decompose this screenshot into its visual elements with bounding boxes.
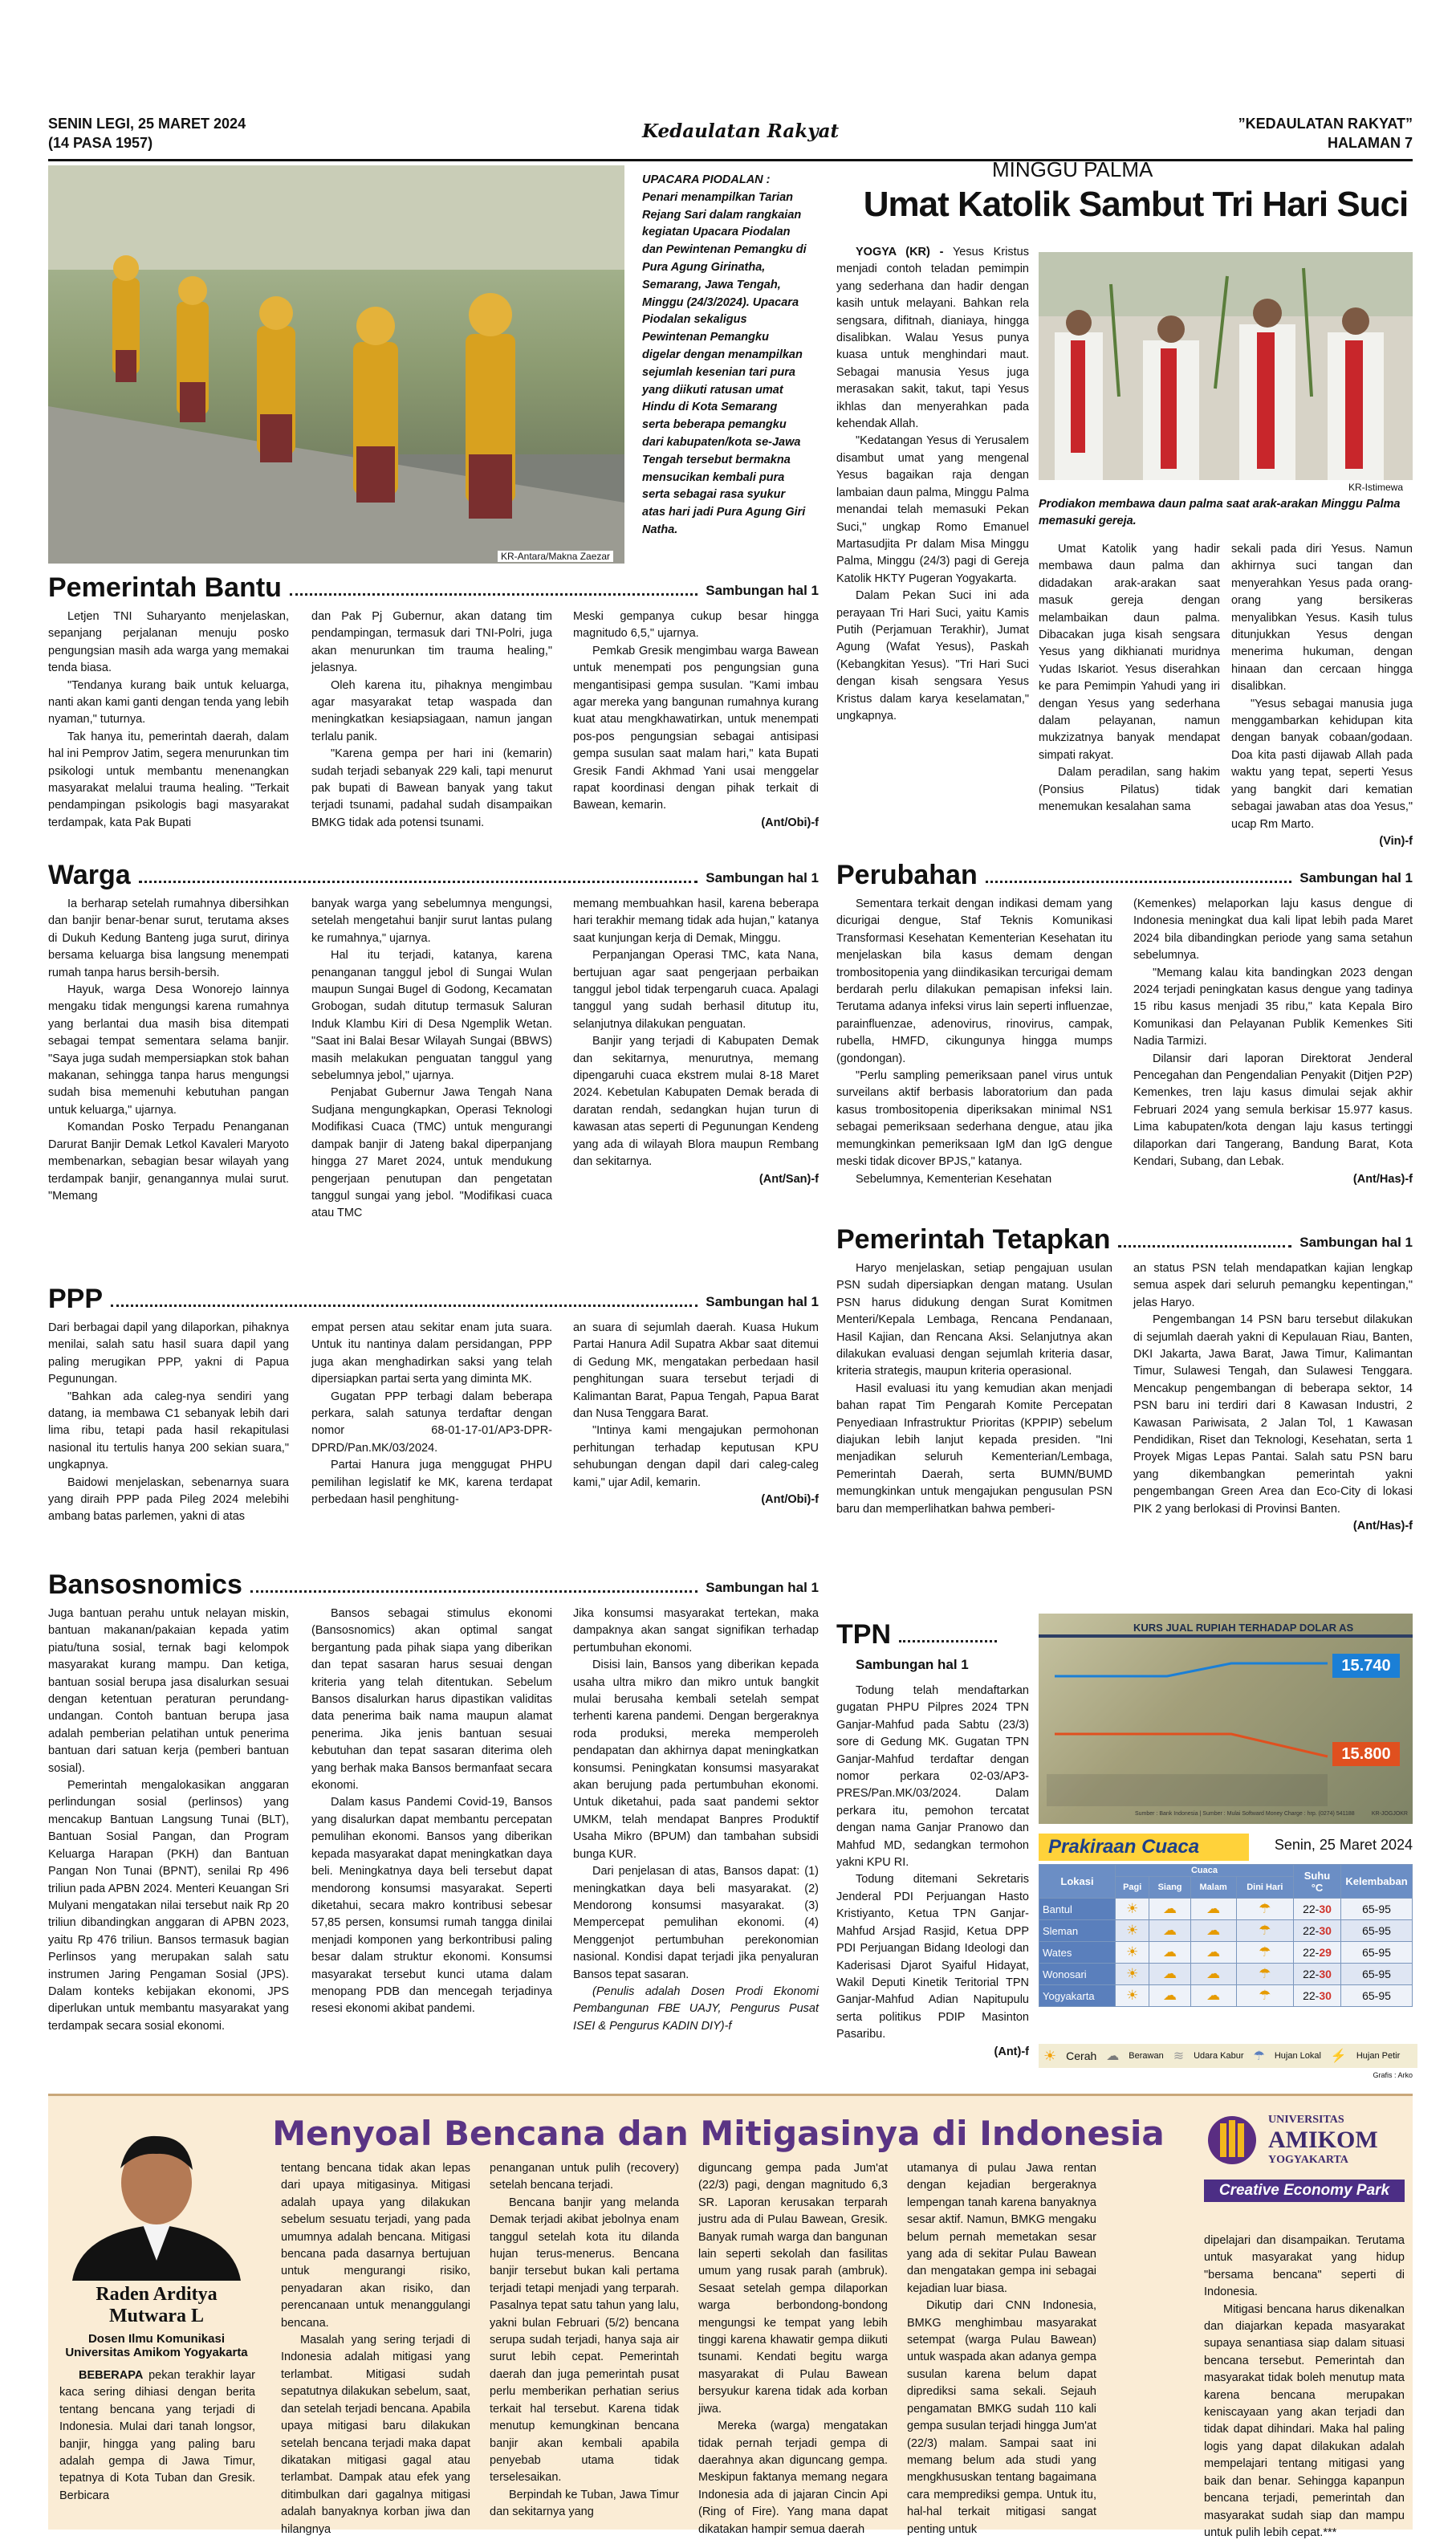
opini-col-5 — [1204, 2233, 1405, 2539]
ppp-paragraph: Baidowi menjelaskan, sebenarnya suara yang diraih PPP pada Pileg 2024 melebihi ambang batas parlemen, yakni di atas — [48, 1475, 289, 1524]
warga-paragraph: Banjir yang terjadi di Kabupaten Demak dan sekitarnya, menurutnya, memang dipengaruhi cuaca ekstrem mulai 8-18 Maret 2024. Kebetulan Kabupaten Demak berada di daratan rendah, sedangkan hujan turun di kawasan atas seperti di Pegunungan Kendeng yang ada di wilayah Blora maupun Rembang dan sekitarnya. — [573, 1035, 819, 1169]
cuaca-row — [1039, 1964, 1413, 1985]
cuaca-kelembaban: 65-95 — [1341, 1942, 1413, 1964]
author-role-1: Dosen Ilmu Komunikasi — [87, 2332, 226, 2346]
warga-paragraph: Hal itu terjadi, katanya, karena penanganan tanggul jebol di Sungai Wulan maupun Sungai Bugel di Godong, Kecamatan Grobogan, sudah ditutup termasuk Saluran Induk Klambu Kiri di Desa Ngemplik Wetan. "Saat ini Balai Besar Wilayah Sungai (BBWS) masih melakukan penguatan tanggul yang sebelumnya jebol," ujarnya. — [311, 949, 552, 1083]
cuaca-table-wrap — [1039, 1864, 1413, 2007]
bansos-continuation: Sambungan hal 1 — [706, 1580, 819, 1595]
perubahan-paragraph: Dilansir dari laporan Direktorat Jenderal Pencegahan dan Pengendalian Penyakit (Ditjen P2P) Kemenkes, tren laju kasus dimulai sejak akhir Februari 2024 yang semula berkisar 15.977 kasus. Lima kabupaten/kota dengan laju kasus tertinggi dilaporkan dari Tangerang, Bandung Barat, Kota Kendari, Subang, dan Lebak. — [1133, 1052, 1413, 1169]
ppp-paragraph: empat persen atau sekitar enam juta suara. Untuk itu nantinya dalam persidangan, PPP juga akan menghadirkan saksi yang telah dipersiapkan partai serta yang diminta MK. — [311, 1321, 552, 1386]
bansos-paragraph: Jika konsumsi masyarakat tertekan, maka dampaknya akan sangat signifikan terhadap pertumbuhan ekonomi. — [573, 1607, 819, 1655]
tpn-title: TPN — [836, 1619, 891, 1650]
kurs-title: KURS JUAL RUPIAH TERHADAP DOLAR AS — [1133, 1622, 1354, 1634]
perubahan-paragraph: "Memang kalau kita bandingkan 2023 dengan 2024 terjadi peningkatan kasus dengue yang tadinya 15 ribu kasus menjadi 35 ribu," kata Kepala Biro Komunikasi dan Pelayanan Publik Kemenkes Siti Nadia Tarmizi. — [1133, 966, 1413, 1048]
tetapkan-continuation: Sambungan hal 1 — [1299, 1235, 1413, 1250]
ppp-col-2 — [311, 1320, 552, 1561]
bantu-paragraph: Meski gempanya cukup besar hingga magnitudo 6,5," ujarnya. — [573, 610, 819, 641]
author-namecard — [56, 2284, 257, 2359]
perubahan-paragraph: "Perlu sampling pemeriksaan panel virus untuk surveilans aktif berbasis laboratorium dan pada kasus trombositopenia diperiksakan minimal NS1 sebagai pemeriksaan sederhana dengue, atau jika memungkinkan pemeriksaan IgM dan IgG dengue meski tidak dicover BPJS," katanya. — [836, 1069, 1112, 1169]
tpn-paragraph: Todung ditemani Sekretaris Jenderal PDI Perjuangan Hasto Kristiyanto, Ketua TPN Ganjar-Mahfud Arsjad Rasjid, Ketua DPP PDI Perjuangan Bidang Ideologi dan Kaderisasi Djarot Syaiful Hidayat, Wakil Deputi Kinetik Teritorial TPN Ganjar-Mahfud Adian Napitupulu serta politikus PDIP Masinton Pasaribu. — [836, 1873, 1029, 2041]
cuaca-location: Bantul — [1039, 1899, 1116, 1920]
bantu-paragraph: "Karena gempa per hari ini (kemarin) sudah terjadi sebanyak 229 kali, tapi menurut pak bupati di Bawean banyak yang takut terjadi tsunami, padahal sudah disampaikan BMKG tidak ada potensi tsunami. — [311, 747, 552, 829]
amikom-line-1: UNIVERSITAS — [1268, 2114, 1344, 2126]
opini-paragraph: diguncang gempa pada Jum'at (22/3) pagi, dengan magnitudo 6,3 SR. Laporan kerusakan terparah justru ada di Pulau Bawean, Gresik. Banyak rumah warga dan bangunan lain seperti sekolah dan fasilitas umum yang rusak parah (ambruk). Sesaat setelah gempa dilaporkan warga berbondong-bondong mengungsi ke tempat yang lebih tinggi karena khawatir gempa diikuti tsunami. Kendati begitu warga masyarakat di Pulau Bawean bersyukur karena tidak ada korban jiwa. — [698, 2162, 888, 2416]
cuaca-suhu: 22-30 — [1294, 1920, 1341, 1942]
ppp-continuation: Sambungan hal 1 — [706, 1294, 819, 1309]
tetapkan-paragraph: an status PSN telah mendapatkan kajian lengkap semua aspek dari seluruh pemangku kepentingan," jelas Haryo. — [1133, 1262, 1413, 1309]
palma-paragraph: Umat Katolik yang hadir membawa daun palma dan didadakan arak-arakan saat masuk gereja dengan melambaikan daun palma. Dibacakan juga kisah sengsara Yesus yang dikhianati muridnya Yudas Iskariot. Yesus diserahkan ke para Pemimpin Yahudi yang iri dengan Yesus yang sederhana dalam pelayanan, namun mukzizatnya banyak mendapat simpati rakyat. — [1039, 543, 1220, 762]
warga-paragraph: memang membuahkan hasil, karena beberapa hari terakhir memang tidak ada hujan," katanya saat kunjungan kerja di Demak, Minggu. — [573, 897, 819, 945]
piodalan-caption-title: UPACARA PIODALAN : — [642, 173, 771, 186]
tetapkan-col-1 — [836, 1260, 1112, 1614]
weather-icon: ☁ — [1149, 1899, 1190, 1920]
warga-paragraph: Ia berharap setelah rumahnya dibersihkan dan banjir benar-benar surut, terutama akses di Dukuh Kedung Banteng juga surut, dirinya bersama keluarga bisa langsung menempati rumah tanpa harus bersih-bersih. — [48, 897, 289, 979]
legend-hujan-petir: Hujan Petir — [1356, 2051, 1401, 2061]
cuaca-row — [1039, 1942, 1413, 1964]
perubahan-continuation: Sambungan hal 1 — [1299, 870, 1413, 885]
page-number: HALAMAN 7 — [1328, 135, 1413, 151]
weather-icon: ☀ — [1116, 1964, 1149, 1985]
opini-lead — [59, 2367, 255, 2525]
weather-icon: ☂ — [1236, 1985, 1293, 2007]
amikom-tagline: Creative Economy Park — [1204, 2180, 1405, 2202]
tetapkan-header — [836, 1223, 1413, 1256]
opini-lead-paragraph: BEBERAPA pekan terakhir layar kaca sering dihiasi dengan berita tentang bencana yang terjadi di Indonesia. Mulai dari tanah longsor, banjir, hingga yang paling baru adalah gempa di Jawa Timur, tepatnya di Kota Tuban dan Gresik. Berbicara — [59, 2369, 256, 2502]
kurs-low-label: 15.800 — [1332, 1742, 1400, 1766]
cuaca-head-cuaca: Cuaca — [1116, 1865, 1294, 1877]
opini-paragraph: Masalah yang sering terjadi di Indonesia adalah mitigasi yang terlambat. Mitigasi sudah sepatutnya dilakukan sebelum, saat, dan setelah terjadi bencana. Apabila upaya mitigasi baru dilakukan setelah bencana terjadi maka dapat dikatakan mitigasi gagal atau terlambat. Dampak atau efek yang ditimbulkan dari gagalnya mitigasi adalah banyaknya korban jiwa dan hilangnya — [281, 2334, 470, 2536]
berawan-icon: ☁ — [1106, 2049, 1120, 2063]
ppp-paragraph: Gugatan PPP terbagi dalam beberapa perkara, salah satunya terdaftar dengan nomor 68-01-17-01/AP3-DPR-DPRD/Pan.MK/03/2024. — [311, 1390, 552, 1455]
weather-icon: ☁ — [1190, 1920, 1236, 1942]
weather-icon: ☀ — [1116, 1920, 1149, 1942]
cerah-icon: ☀ — [1043, 2047, 1057, 2064]
opini-col-2 — [490, 2160, 679, 2526]
warga-continuation: Sambungan hal 1 — [706, 870, 819, 885]
palma-paragraph: sekali pada diri Yesus. Namun akhirnya suci tangan dan menyerahkan Yesus pada orang-orang yang bersikeras menyalibkan Yesus. Kasih tulus ditunjukkan Yesus dengan menerima hukuman, dengan hinaan dan cercaan hingga disalibkan. — [1231, 543, 1413, 694]
bantu-header — [48, 572, 819, 604]
weather-icon: ☁ — [1149, 1985, 1190, 2007]
weather-icon: ☂ — [1236, 1899, 1293, 1920]
bantu-paragraph: Tak hanya itu, pemerintah daerah, dalam hal ini Pemprov Jatim, segera menurunkan tim psikologi untuk membantu menenangkan masyarakat melalui trauma healing. "Terkait pendampingan psikologis bagi masyarakat terdampak, kata Pak Bupati — [48, 730, 289, 829]
masthead — [48, 112, 1413, 157]
weather-icon: ☁ — [1190, 1942, 1236, 1964]
bansos-col-3 — [573, 1606, 819, 2033]
kurs-line-upper — [1055, 1663, 1328, 1676]
cuaca-suhu: 22-30 — [1294, 1985, 1341, 2007]
cuaca-kelembaban: 65-95 — [1341, 1899, 1413, 1920]
warga-col-3 — [573, 896, 819, 1273]
issue-pasa: (14 PASA 1957) — [48, 135, 153, 151]
bansos-paragraph: Juga bantuan perahu untuk nelayan miskin, bantuan makanan/pakaian kepada yatim piatu/tuna sosial, ternak bagi kelompok masyarakat kurang mampu. Dan ketiga, bantuan sosial berupa jasa disalurkan sesuai dengan ketentuan peraturan perundang-undangan. Contoh bantuan berupa jasa adalah pemberian pelatihan untuk penerima bantuan dari satuan kerja (pemberi bantuan sosial). — [48, 1607, 289, 1775]
palma-photo-caption: Prodiakon membawa daun palma saat arak-arakan Minggu Palma memasuki gereja. — [1039, 498, 1401, 528]
palma-paragraph: YOGYA (KR) - Yesus Kristus menjadi contoh teladan pemimpin yang sederhana dan hadir dengan kasih untuk melayani. Bahkan rela sengsara, difitnah, dianiaya, hingga disalibkan. Walau Yesus punya kuasa untuk menghindari maut. Sebagai manusia Yesus juga merasakan sakit, takut, tapi Yesus ikhlas dan menyerahkan pada kehendak Allah. — [836, 246, 1029, 431]
bansos-author-note: (Penulis adalah Dosen Prodi Ekonomi Pembangunan FBE UAJY, Pengurus Pusat ISEI & Pengurus KADIN DIY)-f — [573, 1984, 819, 2033]
opini-col-3 — [698, 2160, 888, 2536]
bansos-paragraph: Dalam kasus Pandemi Covid-19, Bansos yang disalurkan dapat membantu percepatan pemulihan ekonomi. Bansos yang diberikan kepada masyarakat dapat meningkatkan daya beli. Meningkatnya daya beli tersebut dapat mendorong konsumsi masyarakat. Seperti diketahui, secara makro kontribusi sebesar 57,85 persen, konsumsi rumah tangga dinilai menjadi komponen yang berkontribusi paling besar dalam struktur ekonomi. Konsumsi masyarakat tersebut kunci utama dalam menopang PDB dan mencegah terjadinya resesi ekonomi akibat pandemi. — [311, 1796, 552, 2016]
tpn-leader-dots — [899, 1640, 997, 1642]
ppp-paragraph: Partai Hanura juga menggugat PHPU pemilihan legislatif ke MK, karena terdapat perbedaan hasil penghitung- — [311, 1459, 552, 1507]
legend-udara-kabur: Udara Kabur — [1194, 2051, 1244, 2061]
bantu-continuation: Sambungan hal 1 — [706, 583, 819, 598]
warga-leader-dots — [139, 881, 698, 883]
ppp-leader-dots — [111, 1305, 697, 1307]
cuaca-suhu: 22-29 — [1294, 1942, 1341, 1964]
cuaca-row — [1039, 1920, 1413, 1942]
weather-icon: ☀ — [1116, 1985, 1149, 2007]
opini-lead-word: BEBERAPA — [79, 2369, 144, 2382]
amikom-line-3: YOGYAKARTA — [1268, 2154, 1348, 2166]
bansos-header — [48, 1569, 819, 1601]
cuaca-location: Sleman — [1039, 1920, 1116, 1942]
ppp-paragraph: an suara di sejumlah daerah. Kuasa Hukum Partai Hanura Adil Supatra Akbar saat ditemui di Gedung MK, mengatakan perbedaan hasil penghitungan suara tersebut terjadi di Kalimantan Barat, Papua Tengah, Papua Barat dan Nusa Tenggara Barat. — [573, 1321, 819, 1421]
perubahan-col-1 — [836, 896, 1112, 1209]
ppp-paragraph: "Bahkan ada caleg-nya sendiri yang datang, ia membawa C1 sebanyak lebih dari lima ribu, tetapi pada hasil rekapitulasi nasional itu tertulis hanya 200 sekian suara," ungkapnya. — [48, 1390, 289, 1472]
opini-paragraph: Dikutip dari CNN Indonesia, BMKG menghimbau masyarakat setempat (warga Pulau Bawean) untuk waspada akan adanya gempa susulan karena belum dapat diprediksi sama sekali. Sejauh pengamatan BMKG sudah 110 kali gempa susulan terjadi hingga Jum'at (22/3) malam. Sampai saat ini memang belum ada studi yang mengkhususkan tentang bagaimana cara memprediksi gempa. Untuk itu, hal-hal terkait mitigasi sangat penting untuk — [907, 2299, 1096, 2536]
palma-photo — [1039, 252, 1413, 480]
perubahan-header — [836, 859, 1413, 891]
kurs-credit: KR-JOGJOKR — [1371, 1811, 1408, 1817]
cuaca-date: Senin, 25 Maret 2024 — [1274, 1837, 1413, 1853]
perubahan-paragraph: (Kemenkes) melaporkan laju kasus dengue di Indonesia meningkat dua kali lipat lebih pada Maret 2024 bila dibandingkan periode yang sama setahun sebelumnya. — [1133, 897, 1413, 963]
kurs-plot — [1039, 1614, 1413, 1824]
opini-box — [48, 2094, 1413, 2539]
hujan-lokal-icon: ☂ — [1253, 2049, 1265, 2063]
opini-col-4 — [907, 2160, 1096, 2536]
legend-berawan: Berawan — [1129, 2051, 1164, 2061]
cuaca-head-malam: Malam — [1190, 1877, 1236, 1899]
weather-icon: ☂ — [1236, 1964, 1293, 1985]
warga-header — [48, 859, 819, 891]
opini-paragraph: tentang bencana tidak akan lepas dari upaya mitigasinya. Mitigasi adalah upaya yang dilakukan sebelum sesuatu terjadi, yang pada umumnya adalah bencana. Mitigasi bencana pada dasarnya bertujuan untuk mengurangi risiko, penyadaran akan risiko, dan perencanaan untuk menanggulangi bencana. — [281, 2162, 470, 2330]
bantu-signature: (Ant/Obi)-f — [761, 816, 819, 829]
cuaca-location: Wates — [1039, 1942, 1116, 1964]
bantu-paragraph: Oleh karena itu, pihaknya mengimbau agar masyarakat tetap waspada dan meningkatkan kesiapsiagaan, namun jangan terlalu panik. — [311, 678, 552, 743]
ppp-header — [48, 1283, 819, 1315]
bantu-paragraph: dan Pak Pj Gubernur, akan datang tim pendampingan, termasuk dari TNI-Polri, juga akan menurunkan tim trauma healing," jelasnya. — [311, 610, 552, 675]
perubahan-title: Perubahan — [836, 860, 978, 890]
cuaca-credit: Grafis : Arko — [1373, 2071, 1413, 2079]
tetapkan-paragraph: Pengembangan 14 PSN baru tersebut dilakukan di sejumlah daerah yakni di Kepulauan Riau, Banten, DKI Jakarta, Jawa Barat, Jawa Timur, Kalimantan Timur, Sulawesi Tengah, dan Sulawesi Tenggara. Mencakup pengembangan di beberapa sektor, 14 PSN baru ini terdiri dari 8 Kawasan Industri, 2 Kawasan Pariwisata, 2 Jalan Tol, 1 Kawasan Pendidikan, Riset dan Teknologi, Kesehatan, serta 1 Proyek Migas Lepas Pantai. Salah satu PSN baru yang dikembangkan pemerintah yakni pengembangan Green Area dan Eco-City di lokasi PIK 2 yang berlokasi di Provinsi Banten. — [1133, 1313, 1413, 1516]
ppp-signature: (Ant/Obi)-f — [761, 1493, 819, 1507]
perubahan-leader-dots — [986, 881, 1292, 883]
palma-paragraph: "Yesus sebagai manusia juga menggambarkan kehidupan kita dengan banyak cobaan/godaan. Doa kita pasti dijawab Allah pada waktu yang tepat, seperti Yesus yang bangkit dari kematian sebagai jawaban atas doa Yesus," ucap Rm Marto. — [1231, 697, 1413, 831]
issue-date: SENIN LEGI, 25 MARET 2024 — [48, 116, 246, 132]
tetapkan-paragraph: Hasil evaluasi itu yang kemudian akan menjadi bahan rapat Tim Pengarah Komite Percepatan Penyediaan Infrastruktur Prioritas (KPPIP) sebelum diajukan lebih lanjut kepada presiden. "Ini menjadikan seluruh Kementerian/Lembaga, Pemerintah Daerah, serta BUMN/BUMD memungkinkan untuk mengajukan pengusulan PSN baru dan memperlihatkan bahwa pemberi- — [836, 1382, 1112, 1516]
kurs-end-label: 15.740 — [1332, 1654, 1400, 1678]
piodalan-credit: KR-Antara/Makna Zaezar — [498, 551, 613, 562]
warga-col-2 — [311, 896, 552, 1273]
warga-signature: (Ant/San)-f — [759, 1172, 819, 1186]
kurs-title-bar — [1039, 1634, 1413, 1638]
cuaca-title: Prakiraan Cuaca — [1039, 1834, 1249, 1861]
opini-paragraph: penanganan untuk pulih (recovery) setelah bencana terjadi. — [490, 2162, 679, 2192]
cuaca-row — [1039, 1899, 1413, 1920]
ppp-paragraph: "Intinya kami mengajukan permohonan perhitungan terhadap keputusan KPU sehubungan dengan dapil dari caleg-caleg kami," ujar Adil, kemarin. — [573, 1424, 819, 1489]
opini-paragraph: dipelajari dan disampaikan. Terutama untuk masyarakat yang hidup "bersama bencana" seperti di Indonesia. — [1204, 2234, 1405, 2299]
perubahan-signature: (Ant/Has)-f — [1352, 1172, 1413, 1186]
weather-icon: ☂ — [1236, 1920, 1293, 1942]
warga-paragraph: Komandan Posko Terpadu Penanganan Darurat Banjir Demak Letkol Kavaleri Maryoto membenarkan, sebagian besar wilayah yang terdampak banjir, genangannya mulai surut. "Memang — [48, 1121, 289, 1203]
weather-icon: ☂ — [1236, 1942, 1293, 1964]
tpn-header — [836, 1618, 1005, 1651]
legend-cerah: Cerah — [1066, 2049, 1097, 2062]
cuaca-location: Yogyakarta — [1039, 1985, 1116, 2007]
kurs-line-lower — [1055, 1734, 1328, 1756]
kurs-source: Sumber : Bank Indonesia | Sumber : Mulai Softward Money Charge : hrp. (0274) 541188 — [1135, 1811, 1355, 1817]
author-photo — [56, 2120, 257, 2281]
opini-paragraph: Bencana banjir yang melanda Demak terjadi akibat jebolnya enam tanggul setelah kota itu dilanda hujan terus-menerus. Bencana banjir tersebut bukan kali pertama terjadi tetapi menjadi yang terparah. Pasalnya tepat satu tahun yang lalu, yakni bulan Februari (5/2) bencana serupa sudah terjadi, hanya saja air surut lebih cepat. Pemerintah daerah dan juga pemerintah pusat perlu memberikan perhatian serius terkait hal tersebut. Karena tidak menutup kemungkinan bencana banjir akan kembali apabila penyebab utama tidak terselesaikan. — [490, 2196, 679, 2485]
cuaca-panel — [1039, 1834, 1413, 2079]
kurs-axis-band — [1047, 1774, 1328, 1806]
tpn-signature: (Ant)-f — [994, 2045, 1029, 2058]
palma-title: Umat Katolik Sambut Tri Hari Suci — [863, 185, 1409, 224]
palma-photo-credit: KR-Istimewa — [1348, 482, 1404, 493]
cuaca-header-row-1 — [1039, 1865, 1413, 1877]
bansos-paragraph: Bansos sebagai stimulus ekonomi (Bansosnomics) akan optimal sangat bergantung pada pihak siapa yang diberikan dan tepat sasaran harus sesuai dengan kriteria yang telah ditentukan. Sebelum Bansos disalurkan harus dipastikan validitas data penerima baik nama maupun alamat penerima. Jika jenis bantuan sesuai kebutuhan dan tepat sasaran diterima oleh yang berhak maka Bansos bermanfaat secara ekonomi. — [311, 1607, 552, 1793]
cuaca-row — [1039, 1985, 1413, 2007]
cuaca-kelembaban: 65-95 — [1341, 1964, 1413, 1985]
legend-hujan-lokal: Hujan Lokal — [1274, 2051, 1321, 2061]
hujan-petir-icon: ⚡ — [1330, 2049, 1347, 2063]
paper-name: ”KEDAULATAN RAKYAT” — [1238, 116, 1413, 132]
palma-paragraph: "Kedatangan Yesus di Yerusalem disambut umat yang mengenal Yesus bagaikan raja dengan lambaian daun palma, Minggu Palma menandai telah memasuki Pekan Suci," ungkap Romo Emanuel Martasudjita Pr dalam Misa Minggu Palma, Minggu (24/3) pagi di Gereja Katolik HKTY Pugeran Yogyakarta. — [836, 434, 1029, 585]
udara-kabur-icon: ≋ — [1173, 2049, 1185, 2063]
weather-icon: ☁ — [1190, 1899, 1236, 1920]
amikom-emblem-icon — [1204, 2112, 1260, 2176]
tetapkan-paragraph: Haryo menjelaskan, setiap pengajuan usulan PSN sudah dipersiapkan dengan matang. Usulan PSN harus didukung dengan Surat Komitmen Menteri/Kepala Lembaga, Rencana Pendanaan, Hasil Kajian, dan Rencana Aksi. Selanjutnya akan dilakukan evaluasi dengan sejumlah kriteria dasar, kriteria strategis, maupun kriteria operasional. — [836, 1262, 1112, 1378]
palma-paragraph: Dalam Pekan Suci ini ada perayaan Tri Hari Suci, yaitu Kamis Putih (Perjamuan Terakhir), Jumat Agung (Wafat Yesus), Paskah (Kebangkitan Yesus). "Tri Hari Suci dengan kisah sengsara Yesus Kristus dalam karya keselamatan," ungkapnya. — [836, 589, 1029, 722]
tetapkan-col-2 — [1133, 1260, 1413, 1614]
cuaca-head-lokasi: Lokasi — [1039, 1865, 1116, 1899]
cuaca-head-kelembaban: Kelembaban — [1341, 1865, 1413, 1899]
ppp-paragraph: Dari berbagai dapil yang dilaporkan, pihaknya menilai, salah satu hasil suara dapil yang paling merugikan PPP, yakni di Papua Pegunungan. — [48, 1321, 289, 1386]
kurs-chart — [1039, 1614, 1413, 1824]
warga-paragraph: Perpanjangan Operasi TMC, kata Nana, bertujuan agar saat pengerjaan perbaikan tanggul jebol tidak terpengaruh cuaca. Apalagi tanggul yang sudah berhasil ditutup itu, selanjutnya dilakukan penguatan. — [573, 949, 819, 1031]
author-name: Raden Arditya Mutwara L — [96, 2284, 218, 2326]
cuaca-suhu: 22-30 — [1294, 1964, 1341, 1985]
bansos-title: Bansosnomics — [48, 1569, 242, 1600]
cuaca-head-siang: Siang — [1149, 1877, 1190, 1899]
bantu-leader-dots — [290, 593, 697, 596]
warga-paragraph: Penjabat Gubernur Jawa Tengah Nana Sudjana mengungkapkan, Operasi Teknologi Modifikasi Cuaca (TMC) untuk mengurangi dampak banjir di Jateng bakal diperpanjang hingga 27 Maret 2024, untuk mendukung pengerjaan penutupan dan pengetatan tanggul sungai yang jebol. "Modifikasi cuaca atau TMC — [311, 1086, 552, 1220]
weather-icon: ☁ — [1149, 1964, 1190, 1985]
bansos-paragraph: Dari penjelasan di atas, Bansos dapat: (1) meningkatkan daya beli masyarakat. (2) Mendorong konsumsi masyarakat. (3) Mempercepat pemulihan ekonomi. (4) Menggenjot pertumbuhan perekonomian nasional. Kondisi dapat terjadi jika penyaluran Bansos tepat sasaran. — [573, 1865, 819, 1981]
cuaca-table — [1039, 1864, 1413, 2007]
amikom-logo — [1204, 2112, 1405, 2216]
ppp-title: PPP — [48, 1284, 104, 1314]
tpn-paragraph: Todung telah mendaftarkan gugatan PHPU Pilpres 2024 TPN Ganjar-Mahfud pada Sabtu (23/3) sore di Gedung MK. Gugatan TPN Ganjar-Mahfud terdaftar dengan nomor perkara 02-03/AP3-PRES/Pan.MK/03/2024. Dalam perkara itu, pemohon tercatat dengan nama Ganjar Pranowo dan Mahfud MD, sedangkan termohon yakni KPU RI. — [836, 1684, 1029, 1870]
palma-paragraph: Dalam peradilan, sang hakim (Ponsius Pilatus) tidak menemukan kesalahan sama — [1039, 766, 1220, 814]
weather-icon: ☁ — [1190, 1985, 1236, 2007]
perubahan-paragraph: Sementara terkait dengan indikasi demam yang dicurigai dengue, Staf Teknis Komunikasi Transformasi Kesehatan Kementerian Kesehatan itu menjelaskan bila kasus demam dengan trombositopenia yang diindikasikan tercurigai demam berdarah perlu dilakukan pemapisan infeksi lain. Terutama adanya infeksi virus lain seperti influenzae, parainfluenzae, adenovirus, rinovirus, campak, rubella, HMFD, cikungunya hingga mumps (gondongan). — [836, 897, 1112, 1065]
bansos-col-1 — [48, 1606, 289, 2033]
palma-dateline: YOGYA (KR) - — [856, 246, 944, 258]
palma-col-1 — [836, 244, 1029, 854]
bansos-leader-dots — [250, 1590, 697, 1593]
bantu-paragraph: "Tendanya kurang baik untuk keluarga, nanti akan kami ganti dengan tenda yang lebih nyaman," tuturnya. — [48, 678, 289, 727]
opini-title: Menyoal Bencana dan Mitigasinya di Indonesia — [272, 2114, 1165, 2153]
cuaca-suhu: 22-30 — [1294, 1899, 1341, 1920]
warga-paragraph: Hayuk, warga Desa Wonorejo lainnya mengaku tidak mengungsi karena rumahnya yang berlantai dua masih bisa ditempati sebagai tempat sementara selama banjir. "Saya juga sudah mempersiapkan stok bahan makanan, sehingga tanpa harus mengungsi sudah bisa memenuhi kebutuhan pangan untuk keluarga," ujarnya. — [48, 983, 289, 1117]
weather-icon: ☁ — [1190, 1964, 1236, 1985]
amikom-line-2: AMIKOM — [1268, 2127, 1378, 2153]
ppp-col-3 — [573, 1320, 819, 1561]
bantu-paragraph: Pemkab Gresik mengimbau warga Bawean untuk menempati pos pengungsian guna mengantisipasi gempa susulan. "Kami imbau agar mereka yang bangunan rumahnya kurang kuat atau mengkhawatirkan, untuk menempati pos-pos pengungsian sebagai antisipasi gempa susulan saat malam hari," kata Bupati Gresik Fandi Akhmad Yani usai menggelar rapat koordinasi dengan pihak terkait di Bawean, kemarin. — [573, 644, 819, 812]
palma-kicker: MINGGU PALMA — [992, 157, 1153, 181]
cuaca-head-suhu: Suhu °C — [1294, 1865, 1341, 1899]
bantu-col-3 — [573, 609, 819, 849]
bantu-title: Pemerintah Bantu — [48, 572, 282, 603]
bantu-paragraph: Letjen TNI Suharyanto menjelaskan, sepanjang perjalanan menuju posko pengungsian masih ada warga yang memakai tenda biasa. — [48, 610, 289, 675]
tetapkan-signature: (Ant/Has)-f — [1352, 1520, 1413, 1533]
opini-paragraph: Mitigasi bencana harus dikenalkan dan diajarkan kepada masyarakat supaya senantiasa siap dalam situasi bencana tersebut. Pemerintah dan masyarakat tidak boleh menutup mata karena bencana merupakan keniscayaan yang akan terjadi dan tidak dapat dihindari. Maka hal paling logis yang dapat dilakukan adalah mempelajari tentang mitigasi yang baik dan benar. Sehingga kapanpun bencana terjadi, pemerintah dan masyarakat sudah siap dan mampu untuk pulih lebih cepat.*** — [1204, 2302, 1405, 2539]
cuaca-kelembaban: 65-95 — [1341, 1920, 1413, 1942]
author-role-2: Universitas Amikom Yogyakarta — [65, 2346, 248, 2359]
cuaca-kelembaban: 65-95 — [1341, 1985, 1413, 2007]
perubahan-col-2 — [1133, 896, 1413, 1209]
warga-paragraph: banyak warga yang sebelumnya mengungsi, setelah mengetahui banjir surut lantas pulang ke rumahnya," ujarnya. — [311, 897, 552, 945]
bansos-paragraph: Pemerintah mengalokasikan anggaran perlindungan sosial (perlinsos) yang mencakup Bantuan Langsung Tunai (BLT), Bantuan Sosial Pangan, dan Program Keluarga Harapan (PKH) dan Bantuan Pangan Non Tunai (BPNT), senilai Rp 496 triliun pada APBN 2024. Menteri Keuangan Sri Mulyani mengatakan nilai tersebut naik Rp 20 triliun dibandingkan anggaran di APBN 2023, yaitu Rp 476 triliun. Bansos termasuk bagian Perlinsos yang merupakan salah satu instrumen Jaring Pengaman Sosial (JPS). Dalam konteks kebijakan ekonomi, JPS diperlukan untuk membantu masyarakat yang terdampak secara sosial ekonomi. — [48, 1779, 289, 2033]
perubahan-paragraph: Sebelumnya, Kementerian Kesehatan — [856, 1172, 1052, 1186]
cuaca-head-pagi: Pagi — [1116, 1877, 1149, 1899]
palma-col-3 — [1231, 541, 1413, 848]
masthead-rule — [48, 159, 1413, 161]
weather-icon: ☀ — [1116, 1899, 1149, 1920]
piodalan-photo — [48, 165, 624, 564]
tpn-continuation: Sambungan hal 1 — [856, 1657, 969, 1672]
warga-col-1 — [48, 896, 289, 1273]
weather-icon: ☁ — [1149, 1920, 1190, 1942]
cuaca-location: Wonosari — [1039, 1964, 1116, 1985]
opini-col-1 — [281, 2160, 470, 2536]
palma-signature: (Vin)-f — [1379, 834, 1413, 848]
tetapkan-leader-dots — [1118, 1245, 1291, 1248]
piodalan-caption-text: Penari menampilkan Tarian Rejang Sari dalam rangkaian kegiatan Upacara Piodalan dan Pewintenan Pemangku di Pura Agung Girinatha, Semarang, Jawa Tengah, Minggu (24/3/2024). Upacara Piodalan sekaligus Pewintenan Pemangku digelar dengan menampilkan sejumlah kesenian tari pura yang diikuti ratusan umat Hindu di Kota Semarang serta beberapa pemangku dari kabupaten/kota se-Jawa Tengah tersebut bermakna mensucikan kembali pura serta sebagai rasa syukur atas hari jadi Pura Agung Giri Natha. — [642, 190, 807, 536]
opini-paragraph: utamanya di pulau Jawa rentan dengan kejadian bergeraknya lempengan tanah karena banyaknya sesar aktif. Namun, BMKG mengaku belum pernah memetakan sesar yang ada di sekitar Pulau Bawean dan mengatakan gempa ini sebagai kejadian luar biasa. — [907, 2162, 1096, 2295]
ppp-col-1 — [48, 1320, 289, 1561]
palma-col-2 — [1039, 541, 1220, 814]
paper-logo: Kedaulatan Rakyat — [642, 120, 840, 142]
bansos-col-2 — [311, 1606, 552, 2016]
cuaca-head-dini: Dini Hari — [1236, 1877, 1293, 1899]
opini-paragraph: Berpindah ke Tuban, Jawa Timur dan sekitarnya yang — [490, 2488, 679, 2519]
tetapkan-title: Pemerintah Tetapkan — [836, 1224, 1111, 1255]
cuaca-legend — [1039, 2044, 1417, 2068]
weather-icon: ☁ — [1149, 1942, 1190, 1964]
weather-icon: ☀ — [1116, 1942, 1149, 1964]
bantu-col-2 — [311, 609, 552, 849]
bantu-col-1 — [48, 609, 289, 849]
piodalan-caption — [642, 172, 807, 539]
warga-title: Warga — [48, 860, 131, 890]
bansos-paragraph: Disisi lain, Bansos yang diberikan kepada usaha ultra mikro dan mikro untuk bangkit mulai berusaha kembali setelah sempat terhenti karena pandemi. Dengan bergeraknya roda produksi, mereka memperoleh pendapatan dan akhirnya dapat meningkatkan konsumsi. Peningkatan konsumsi masyarakat akan berujung pada pertumbuhan ekonomi. Untuk diketahui, pada saat pandemi sektor UMKM, telah mendapat Banpres Produktif Usaha Mikro (BPUM) dan tambahan subsidi bunga KUR. — [573, 1659, 819, 1861]
tpn-col — [836, 1683, 1029, 2084]
opini-paragraph: Mereka (warga) mengatakan tidak pernah terjadi gempa di daerahnya akan diguncang gempa. Meskipun faktanya memang negara Indonesia ada di jajaran Cincin Api (Ring of Fire). Yang mana dapat dikatakan hampir semua daerah — [698, 2420, 888, 2536]
